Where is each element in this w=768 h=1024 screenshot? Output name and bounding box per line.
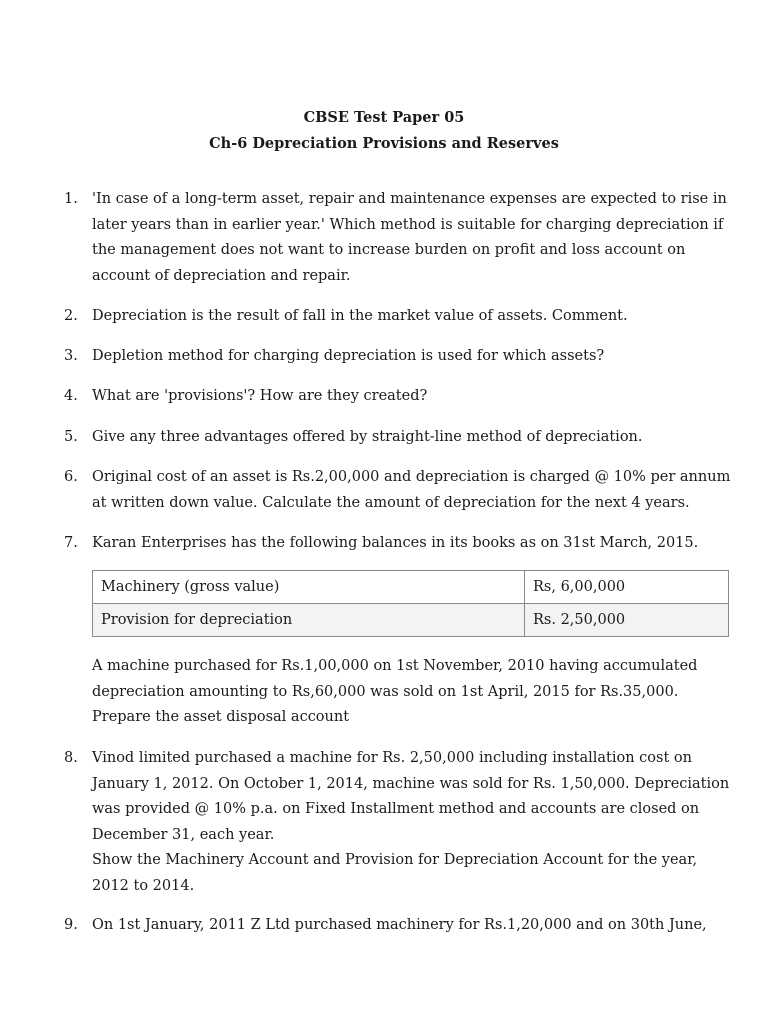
question-number: 3. <box>64 348 78 364</box>
question-text: Give any three advantages offered by straight-line method of depreciation. <box>92 429 643 445</box>
question-number: 6. <box>64 469 78 485</box>
question-7-followup: A machine purchased for Rs.1,00,000 on 1st November, 2010 having accumulated depreciation amounting to Rs,60,000 was sold on 1st April, 2015 for Rs.35,000. Prepare the asset disposal account <box>92 658 698 725</box>
question-item <box>64 425 732 451</box>
table-row <box>93 571 729 604</box>
table-cell-item: Machinery (gross value) <box>93 571 525 604</box>
question-text: Original cost of an asset is Rs.2,00,000 and depreciation is charged @ 10% per annum at written down value. Calculate the amount of depreciation for the next 4 years. <box>92 469 731 511</box>
question-number: 5. <box>64 429 78 445</box>
question-item <box>64 746 732 848</box>
question-text: What are 'provisions'? How are they created? <box>92 388 428 404</box>
question-text: Depletion method for charging depreciation is used for which assets? <box>92 348 605 364</box>
question-number: 9. <box>64 917 78 933</box>
question-item <box>64 384 732 410</box>
question-number: 1. <box>64 191 78 207</box>
question-item <box>64 913 732 939</box>
question-item <box>64 531 732 557</box>
table-cell-amount: Rs, 6,00,000 <box>525 571 729 604</box>
page-title: CBSE Test Paper 05 <box>303 109 465 126</box>
balances-table <box>92 570 729 637</box>
table-cell-amount: Rs. 2,50,000 <box>525 604 729 637</box>
page-subtitle: Ch-6 Depreciation Provisions and Reserves <box>209 135 559 152</box>
question-8-followup: Show the Machinery Account and Provision for Depreciation Account for the year, 2012 to 2014. <box>92 852 698 894</box>
question-item <box>64 187 732 289</box>
question-number: 8. <box>64 750 78 766</box>
question-number: 7. <box>64 535 78 551</box>
question-number: 2. <box>64 308 78 324</box>
table-cell-item: Provision for depreciation <box>93 604 525 637</box>
question-text: On 1st January, 2011 Z Ltd purchased machinery for Rs.1,20,000 and on 30th June, <box>92 917 707 933</box>
question-number: 4. <box>64 388 78 404</box>
question-item <box>64 344 732 370</box>
question-text: Vinod limited purchased a machine for Rs. 2,50,000 including installation cost on January 1, 2012. On October 1, 2014, machine was sold for Rs. 1,50,000. Depreciation was provided @ 10% p.a. on Fixed Installment method and accounts are closed on December 31, each year. <box>92 750 730 843</box>
question-text: 'In case of a long-term asset, repair and maintenance expenses are expected to rise in later years than in earlier year.' Which method is suitable for charging depreciation if the management does not want to increase burden on profit and loss account on account of depreciation and repair. <box>92 191 727 284</box>
table-row <box>93 604 729 637</box>
question-text: Karan Enterprises has the following balances in its books as on 31st March, 2015. <box>92 535 699 551</box>
question-item <box>64 465 732 516</box>
question-item <box>64 304 732 330</box>
question-text: Depreciation is the result of fall in the market value of assets. Comment. <box>92 308 628 324</box>
